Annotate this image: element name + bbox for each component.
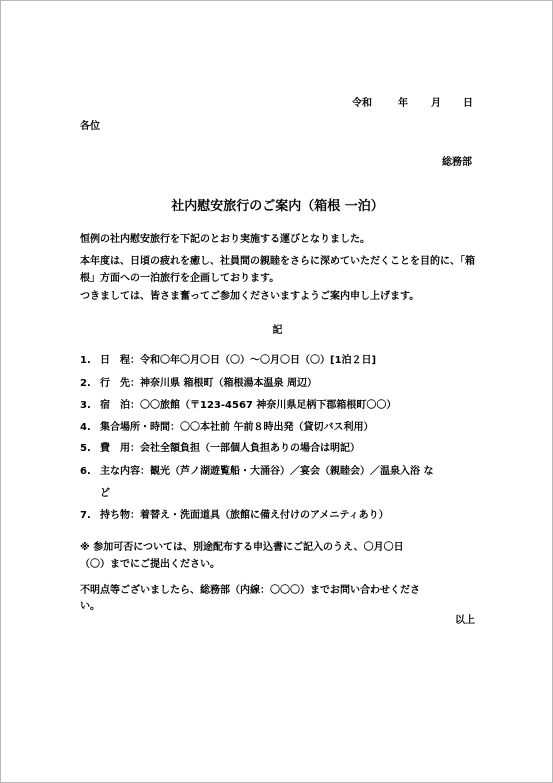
body-paragraph-3: つきましては、皆さま奮ってご参加くださいますようご案内申し上げます。 (80, 291, 420, 302)
list-item: 1. 日 程：令和〇年〇月〇日（〇）～〇月〇日（〇）[1泊２日] (80, 355, 377, 366)
date-day: 日 (463, 98, 473, 109)
sender-department: 総務部 (442, 157, 472, 168)
date-month: 月 (431, 98, 441, 109)
list-item: 2. 行 先：神奈川県 箱根町（箱根湯本温泉 周辺） (80, 378, 317, 389)
contact-line-2: い。 (80, 601, 100, 612)
note-line-2: （〇）までにご提出ください。 (80, 559, 220, 570)
date-line (352, 94, 473, 109)
list-item: 7. 持ち物：着替え・洗面道具（旅館に備え付けのアメニティあり） (80, 510, 389, 521)
date-era: 令和 (352, 98, 372, 109)
document-title: 社内慰安旅行のご案内（箱根 一泊） (171, 199, 384, 214)
contact-line-1: 不明点等ございましたら、総務部（内線：〇〇〇）までお問い合わせくださ (80, 585, 420, 596)
body-paragraph-1: 恒例の社内慰安旅行を下記のとおり実施する運びとなりました。 (80, 234, 370, 245)
body-paragraph-2: 本年度は、日頃の疲れを癒し、社員間の親睦をさらに深めていただくことを目的に、「箱根」方面への一泊旅行を企画しております。 (80, 256, 475, 284)
date-year: 年 (398, 98, 408, 109)
list-item: 4. 集合場所・時間：〇〇本社前 午前８時出発（貸切バス利用） (80, 422, 374, 433)
list-item: 3. 宿 泊：〇〇旅館（〒123-4567 神奈川県足柄下郡箱根町〇〇） (80, 400, 397, 411)
note-line-1: ※ 参加可否については、別途配布する申込書にご記入のうえ、〇月〇日 (80, 542, 404, 553)
list-item: 6. 主な内容：観光（芦ノ湖遊覧船・大涌谷）／宴会（親睦会）／温泉入浴 な (80, 466, 434, 477)
ki-heading: 記 (272, 325, 283, 336)
recipients: 各位 (80, 121, 100, 132)
closing-word: 以上 (455, 615, 475, 626)
list-item: 5. 費 用：会社全額負担（一部個人負担ありの場合は明記） (80, 443, 360, 454)
list-item-continuation: ど (100, 488, 110, 499)
